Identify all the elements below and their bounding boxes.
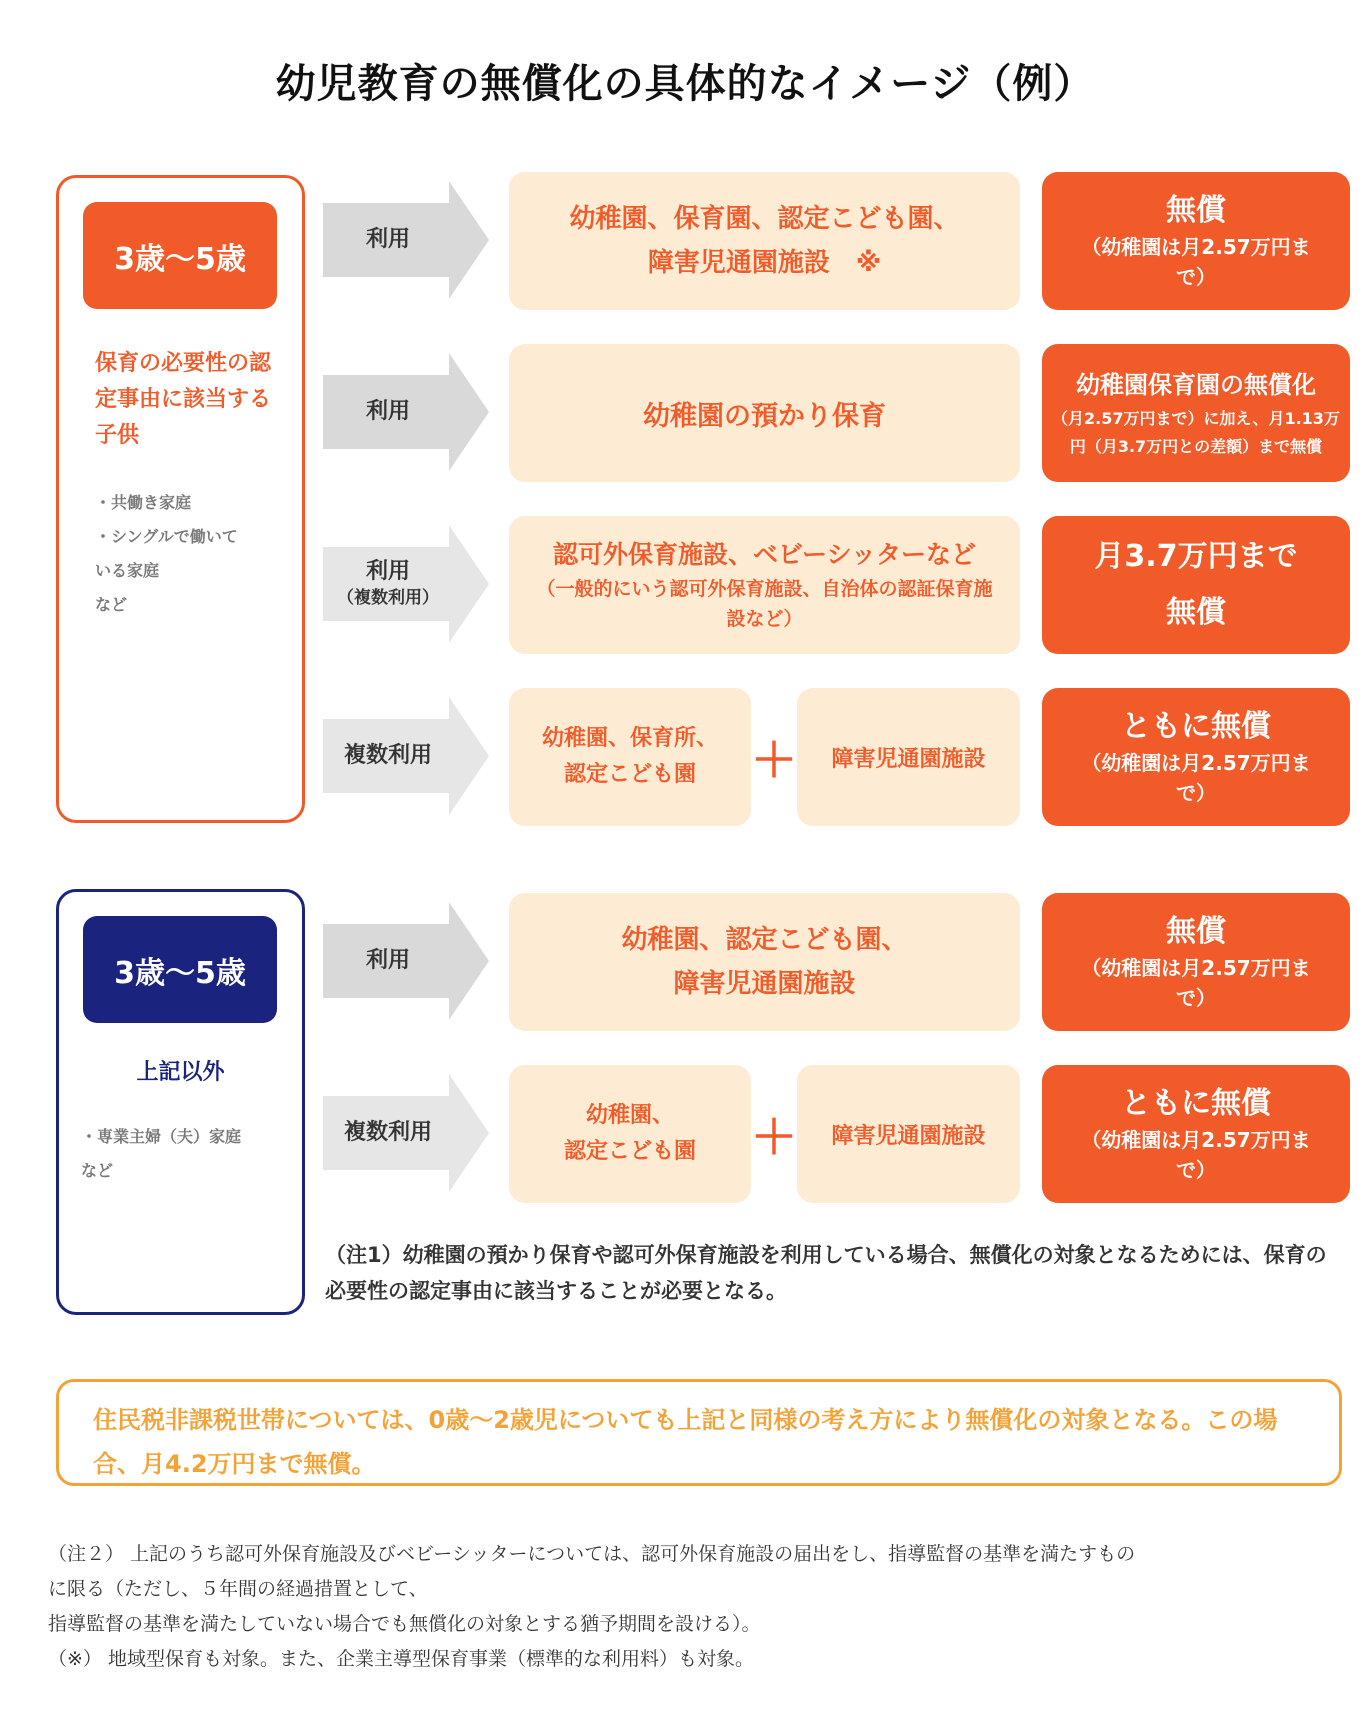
facility-text: 幼稚園、 bbox=[585, 1103, 674, 1128]
result-main: 無償 bbox=[1166, 193, 1226, 228]
result-main: ともに無償 bbox=[1121, 709, 1271, 744]
usage-label: 複数利用 bbox=[343, 743, 432, 768]
plus-icon: ＋ bbox=[751, 1110, 797, 1164]
usage-arrow bbox=[323, 902, 489, 1020]
result-main: 無償 bbox=[1166, 914, 1226, 949]
plus-icon: ＋ bbox=[751, 733, 797, 787]
result-sub: （幼稚園は月2.57万円まで） bbox=[1081, 956, 1311, 1010]
usage-label: 利用 bbox=[365, 948, 410, 973]
footnote-line: （※） 地域型保育も対象。また、企業主導型保育事業（標準的な利用料）も対象。 bbox=[48, 1648, 754, 1670]
example-text: いる家庭 bbox=[95, 561, 160, 580]
example-text: ・シングルで働いて bbox=[95, 527, 238, 546]
example-item: ・共働き家庭 bbox=[95, 493, 192, 512]
facility-text: 障害児通園施設 ※ bbox=[647, 248, 882, 278]
facility-box bbox=[509, 893, 1020, 1031]
footnotes bbox=[48, 1537, 1348, 1677]
usage-arrow bbox=[323, 697, 489, 815]
footnote-line: （注２） 上記のうち認可外保育施設及びベビーシッターについては、認可外保育施設の届出をし、指導監督の基準を満たすもの bbox=[48, 1543, 1136, 1565]
tax-exempt-note: 住民税非課税世帯については、0歳〜2歳児についても上記と同様の考え方により無償化の対象となる。この場合、月4.2万円まで無償。 bbox=[56, 1379, 1342, 1486]
example-list bbox=[95, 486, 285, 622]
condition-label: 保育の必要性の認定事由に該当する子供 bbox=[95, 351, 272, 448]
result-box bbox=[1042, 893, 1350, 1031]
facility-subtext: （一般的にいう認可外保育施設、自治体の認証保育施設など） bbox=[536, 578, 993, 630]
example-item bbox=[95, 520, 285, 554]
facility-text: 障害児通園施設 bbox=[831, 1123, 986, 1149]
facility-text: 幼稚園、認定こども園、 bbox=[621, 925, 908, 955]
result-sub: （月2.57万円まで）に加え、月1.13万円（月3.7万円との差額）まで無償 bbox=[1052, 409, 1340, 456]
example-item: など bbox=[81, 1161, 114, 1180]
result-box bbox=[1042, 1065, 1350, 1203]
note-1: （注1）幼稚園の預かり保育や認可外保育施設を利用している場合、無償化の対象となるためには、保育の必要性の認定事由に該当することが必要となる。 bbox=[325, 1243, 1327, 1303]
usage-label bbox=[323, 558, 453, 610]
result-box bbox=[1042, 688, 1350, 826]
facility-text: 幼稚園の預かり保育 bbox=[643, 400, 886, 432]
usage-arrow bbox=[323, 525, 489, 643]
usage-label: 利用 bbox=[365, 399, 410, 424]
facility-box bbox=[509, 344, 1020, 482]
usage-label: 複数利用 bbox=[343, 1120, 432, 1145]
usage-text: 利用 bbox=[365, 559, 410, 584]
facility-text: 障害児通園施設 bbox=[673, 969, 856, 999]
facility-box bbox=[797, 1065, 1020, 1203]
facility-box bbox=[509, 516, 1020, 654]
result-box bbox=[1042, 172, 1350, 310]
usage-arrow bbox=[323, 353, 489, 471]
age-badge: 3歳〜5歳 bbox=[83, 202, 277, 309]
result-main: 幼稚園保育園の無償化 bbox=[1076, 371, 1316, 399]
result-sub: （幼稚園は月2.57万円まで） bbox=[1081, 235, 1311, 289]
group-needs-care bbox=[56, 175, 305, 823]
result-box bbox=[1042, 516, 1350, 654]
usage-arrow bbox=[323, 181, 489, 299]
footnote-line: に限る（ただし、５年間の経過措置として、 bbox=[48, 1578, 428, 1600]
result-sub: （幼稚園は月2.57万円まで） bbox=[1081, 751, 1311, 805]
facility-box bbox=[509, 172, 1020, 310]
page-title: 幼児教育の無償化の具体的なイメージ（例） bbox=[275, 61, 1095, 107]
facility-text: 幼稚園、保育園、認定こども園、 bbox=[569, 204, 960, 234]
result-main: 月3.7万円まで bbox=[1094, 539, 1298, 574]
condition-label: 上記以外 bbox=[136, 1060, 225, 1085]
footnote-line: 指導監督の基準を満たしていない場合でも無償化の対象とする猶予期間を設ける）。 bbox=[48, 1613, 761, 1635]
facility-box bbox=[509, 688, 751, 826]
example-item: ・専業主婦（夫）家庭 bbox=[81, 1127, 242, 1146]
group-other bbox=[56, 889, 305, 1315]
result-sub: （幼稚園は月2.57万円まで） bbox=[1081, 1128, 1311, 1182]
facility-box bbox=[797, 688, 1020, 826]
result-box bbox=[1042, 344, 1350, 482]
facility-text: 認可外保育施設、ベビーシッターなど bbox=[552, 540, 976, 569]
facility-text: 認定こども園 bbox=[563, 1139, 696, 1164]
example-list bbox=[81, 1120, 291, 1188]
result-main: ともに無償 bbox=[1121, 1086, 1271, 1121]
example-item: など bbox=[95, 595, 128, 614]
usage-sub: （複数利用） bbox=[337, 588, 439, 608]
result-sub: 無償 bbox=[1166, 595, 1226, 630]
usage-arrow bbox=[323, 1074, 489, 1192]
facility-text: 障害児通園施設 bbox=[831, 746, 986, 772]
age-badge: 3歳〜5歳 bbox=[83, 916, 277, 1023]
example-item bbox=[95, 554, 285, 588]
facility-text: 認定こども園 bbox=[563, 762, 696, 787]
facility-box bbox=[509, 1065, 751, 1203]
facility-text: 幼稚園、保育所、 bbox=[541, 726, 718, 751]
usage-label: 利用 bbox=[365, 227, 410, 252]
